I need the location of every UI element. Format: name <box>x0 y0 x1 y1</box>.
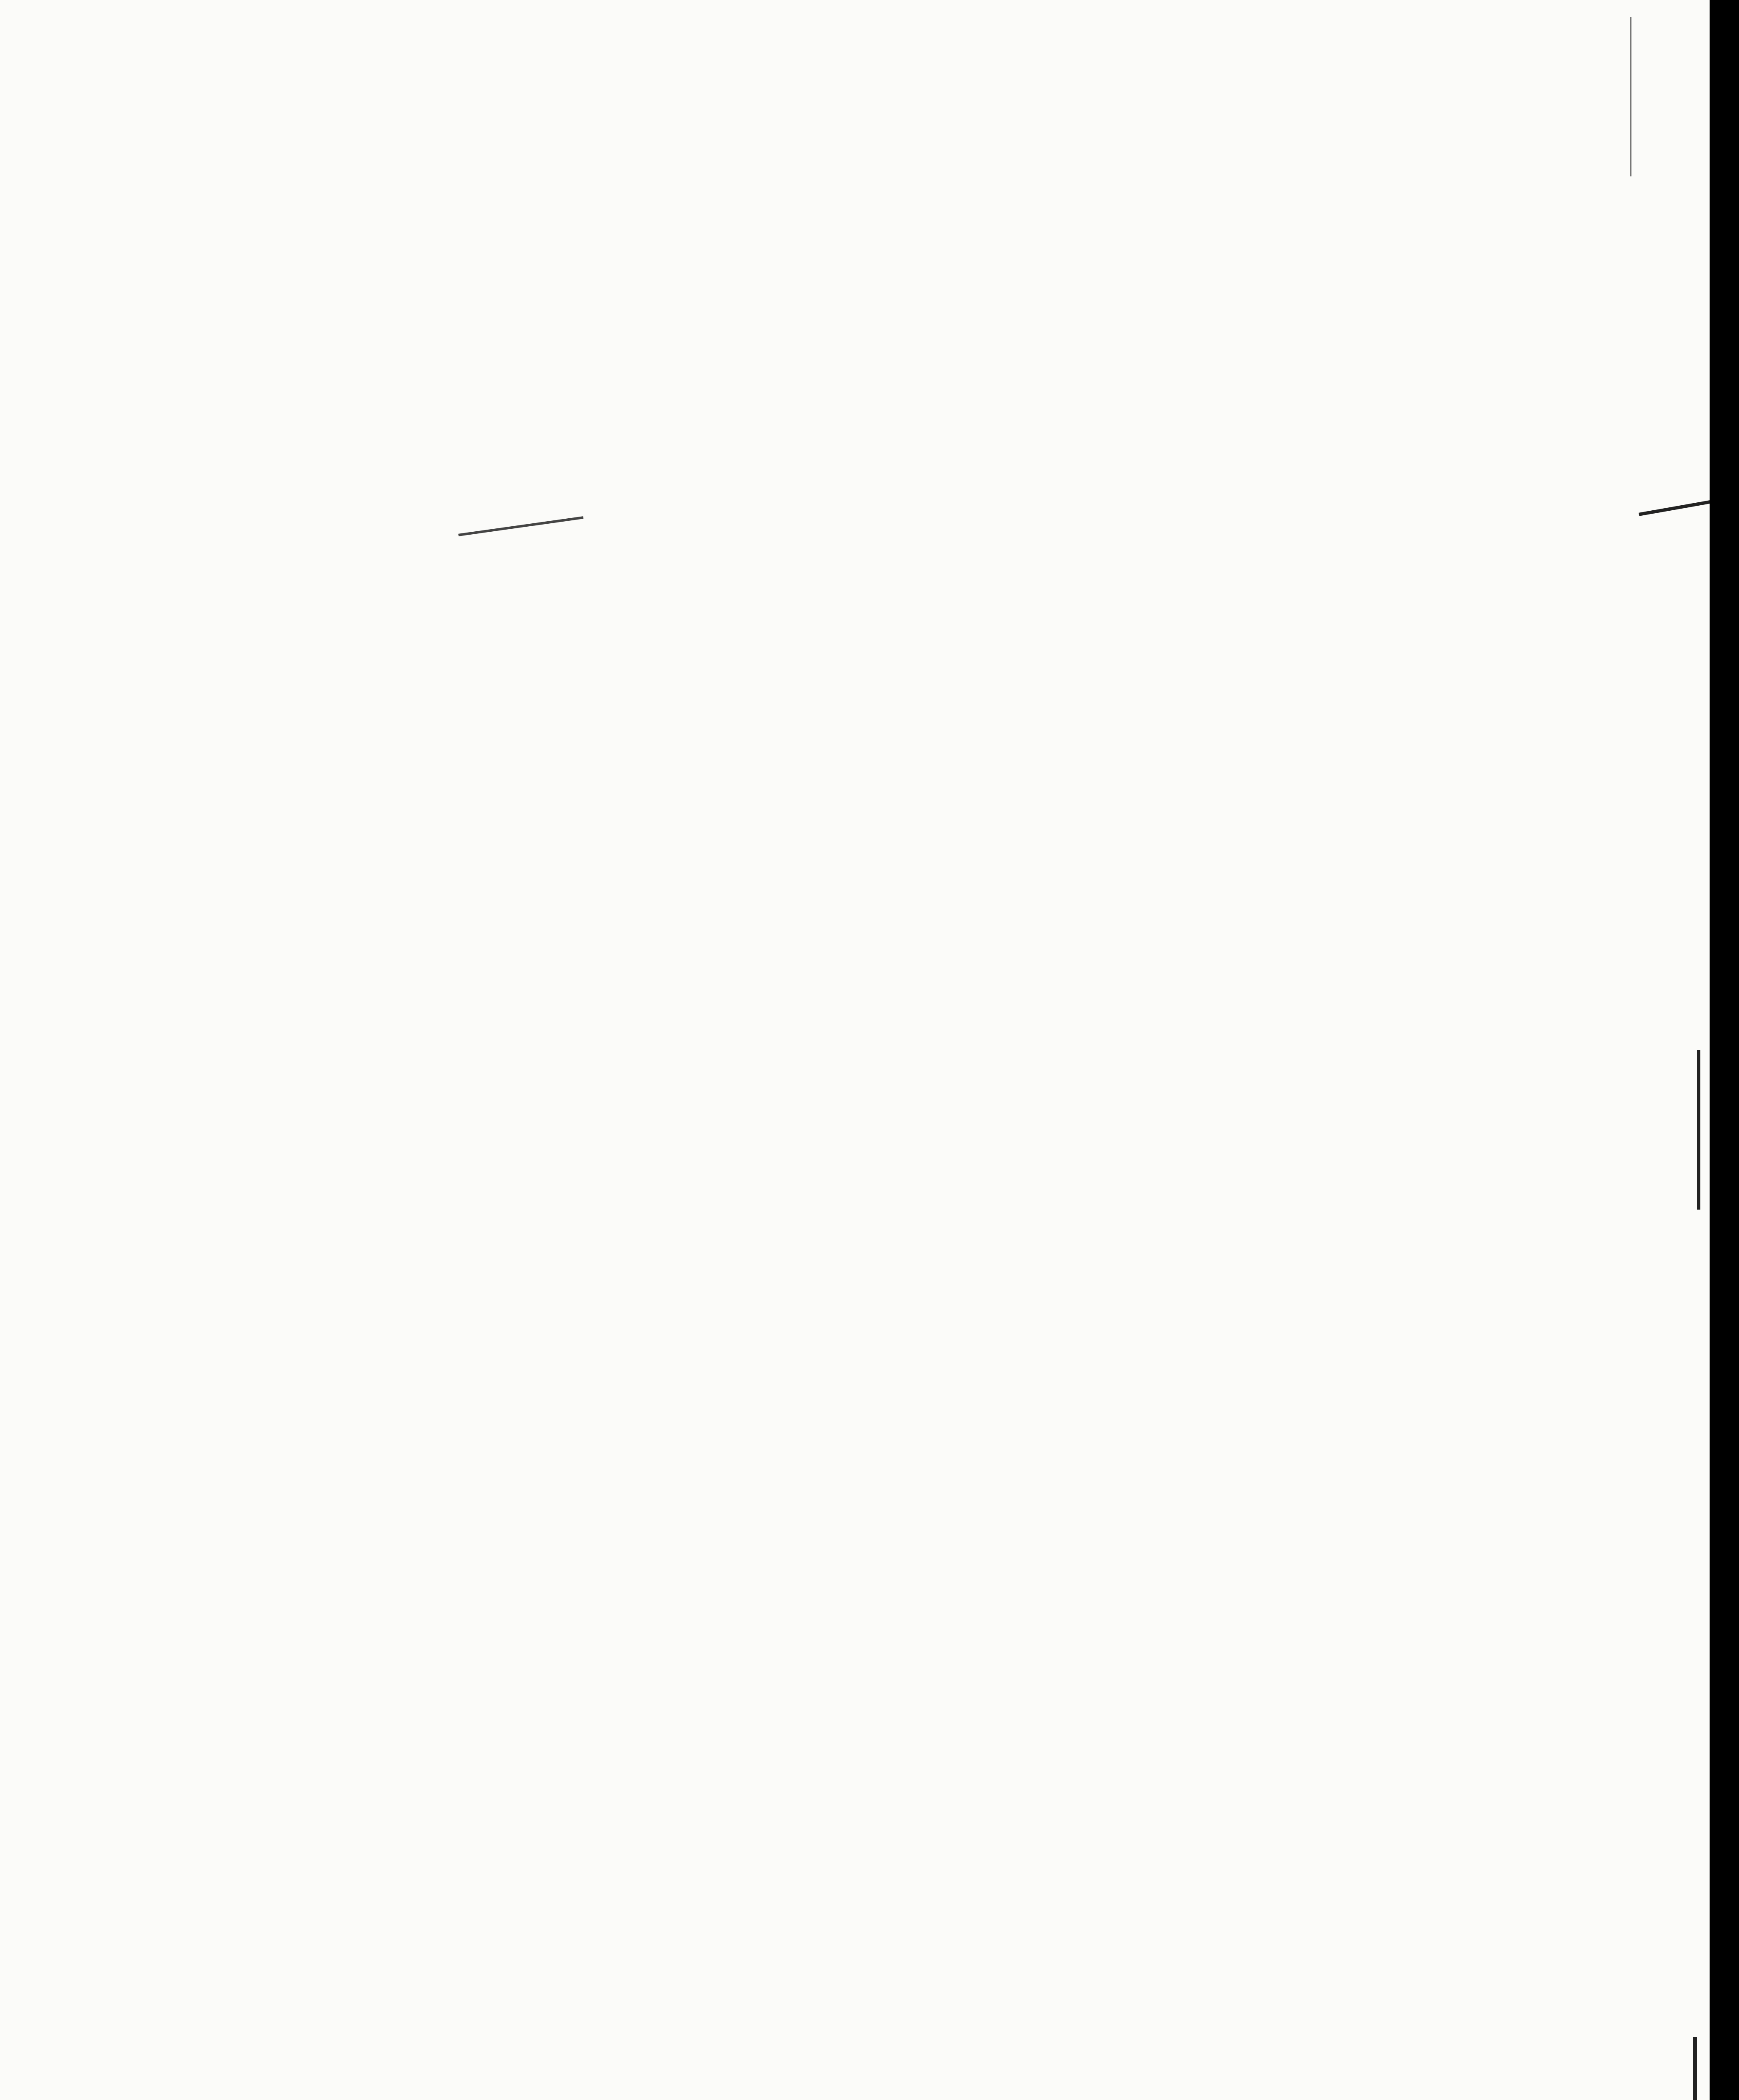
scan-border <box>1710 0 1739 2100</box>
scan-artifact-mark <box>1697 1050 1700 1210</box>
scan-artifact-line <box>1639 495 1710 516</box>
scan-artifact-line <box>458 516 583 536</box>
scan-artifact-mark <box>1693 2037 1697 2100</box>
page-content <box>292 309 1485 330</box>
scan-artifact-mark <box>1630 17 1631 176</box>
